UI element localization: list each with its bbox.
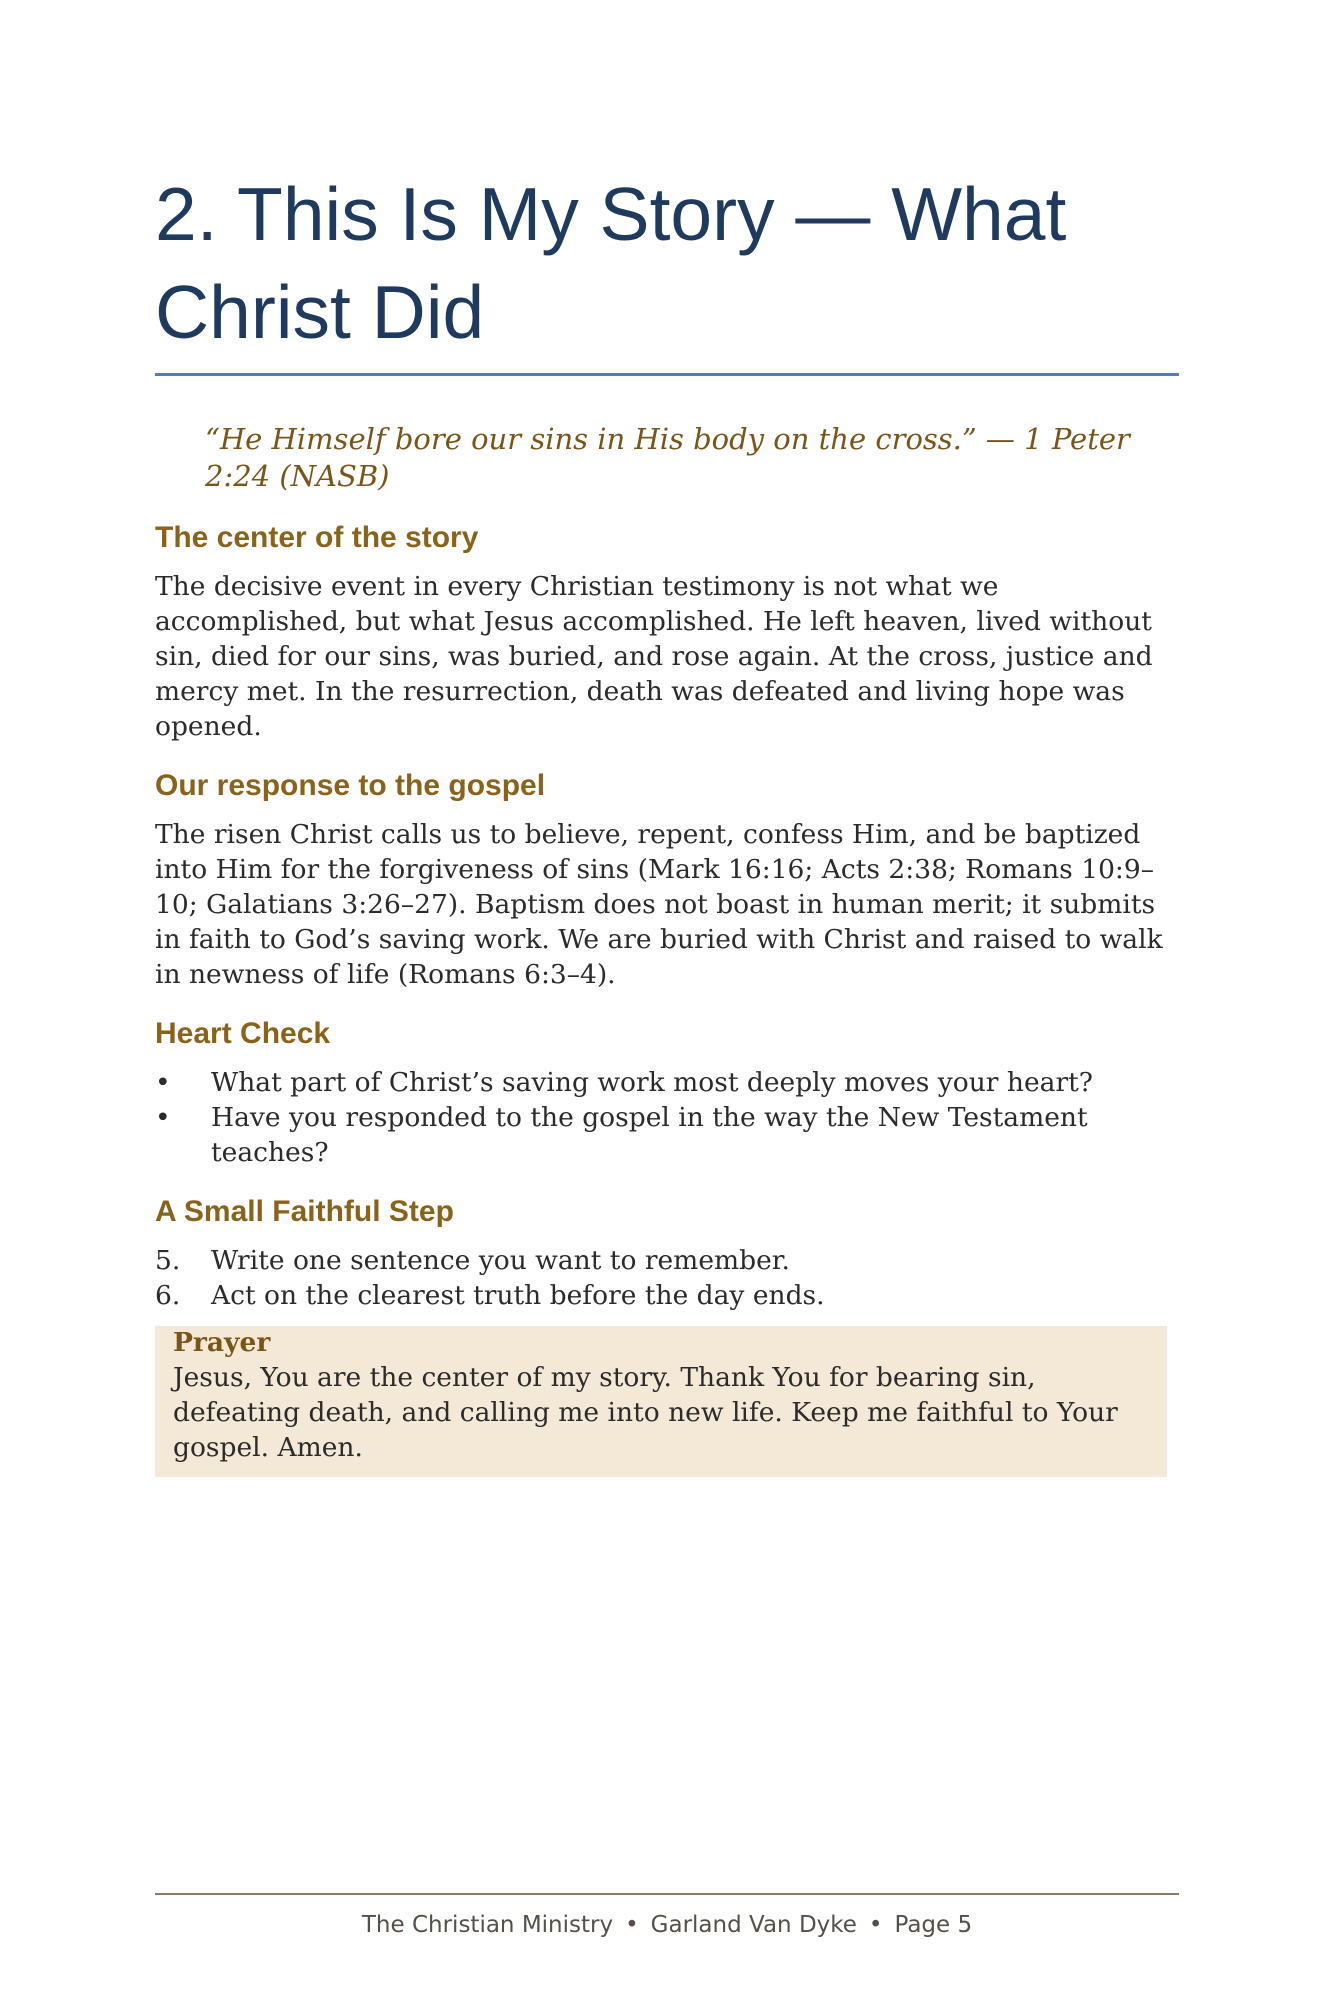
footer-page-number: Page 5 xyxy=(894,1912,973,1938)
prayer-text: Jesus, You are the center of my story. Thank You for bearing sin, defeating death, and calling me into new life. Keep me faithful to Your gospel. Amen. xyxy=(173,1362,1118,1463)
list-item-text: Write one sentence you want to remember. xyxy=(211,1245,790,1276)
footer-divider xyxy=(155,1893,1179,1895)
page-footer xyxy=(155,1910,1179,1940)
prayer-label: Prayer xyxy=(173,1327,271,1358)
footer-separator: • xyxy=(868,1912,883,1938)
section-heading-response: Our response to the gospel xyxy=(155,769,546,802)
list-item-text: Have you responded to the gospel in the way the New Testament teaches? xyxy=(211,1102,1088,1168)
footer-book-title: The Christian Ministry xyxy=(361,1912,614,1938)
list-item xyxy=(155,1065,1179,1100)
title-divider xyxy=(155,373,1179,376)
page-content xyxy=(155,165,1179,1477)
chapter-title: 2. This Is My Story — What Christ Did xyxy=(155,172,1067,354)
epigraph-quote: “He Himself bore our sins in His body on the cross.” — 1 Peter 2:24 (NASB) xyxy=(205,422,1130,493)
list-item-text: Act on the clearest truth before the day ends. xyxy=(211,1280,825,1311)
bullet-marker: • xyxy=(155,1102,171,1133)
number-marker: 6. xyxy=(155,1280,181,1311)
bullet-marker: • xyxy=(155,1067,171,1098)
footer-separator: • xyxy=(625,1912,639,1938)
list-item-text: What part of Christ’s saving work most deeply moves your heart? xyxy=(211,1067,1093,1098)
section-body-response: The risen Christ calls us to believe, repent, confess Him, and be baptized into Him for the forgiveness of sins (Mark 16:16; Acts 2:38; Romans 10:9–10; Galatians 3:26–27). Baptism does not boast in human merit; it submits in faith to God’s saving work. We are buried with Christ and raised to walk in newness of life (Romans 6:3–4). xyxy=(155,819,1163,990)
prayer-callout xyxy=(155,1326,1167,1477)
list-item xyxy=(155,1278,1179,1313)
list-item xyxy=(155,1243,1179,1278)
footer-author: Garland Van Dyke xyxy=(650,1912,857,1938)
heart-check-list xyxy=(155,1065,1179,1170)
section-heading-faithful-step: A Small Faithful Step xyxy=(155,1195,454,1228)
section-heading-heart-check: Heart Check xyxy=(155,1017,331,1050)
section-heading-center: The center of the story xyxy=(155,521,479,554)
section-body-center: The decisive event in every Christian testimony is not what we accomplished, but what Jesus accomplished. He left heaven, lived without sin, died for our sins, was buried, and rose again. At the cross, justice and mercy met. In the resurrection, death was defeated and living hope was opened. xyxy=(155,571,1153,742)
number-marker: 5. xyxy=(155,1245,181,1276)
list-item xyxy=(155,1100,1179,1170)
faithful-step-list xyxy=(155,1243,1179,1313)
